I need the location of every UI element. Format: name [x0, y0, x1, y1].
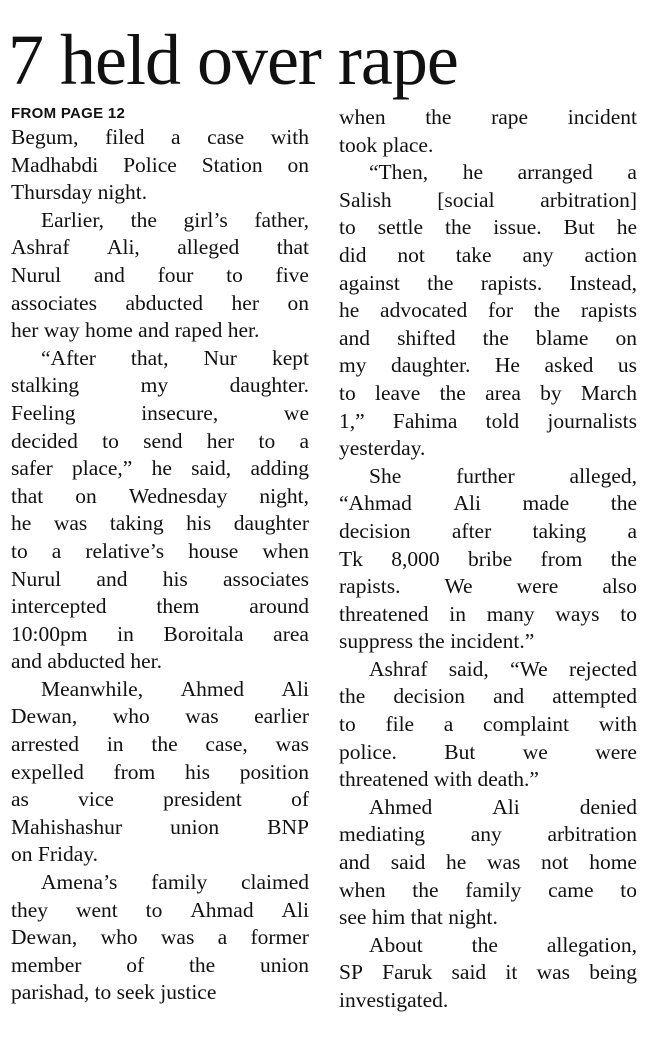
- text-line: he advocated for the rapists: [339, 298, 637, 323]
- article-paragraph: [11, 869, 309, 1007]
- text-line: member of the union: [11, 952, 309, 977]
- text-line: “Then, he arranged a: [369, 160, 637, 185]
- text-line: took place.: [339, 132, 434, 157]
- text-line: when the family came to: [339, 877, 637, 902]
- text-line: Thursday night.: [11, 180, 148, 205]
- text-line: Earlier, the girl’s father,: [41, 207, 309, 232]
- article-paragraph: [339, 159, 637, 463]
- text-line: associates abducted her on: [11, 290, 309, 315]
- text-line: see him that night.: [339, 905, 498, 930]
- text-line: her way home and raped her.: [11, 318, 260, 343]
- text-line: to file a complaint with: [339, 712, 637, 737]
- article-paragraph: [339, 656, 637, 794]
- text-line: “Ahmad Ali made the: [339, 491, 637, 516]
- text-line: threatened with death.”: [339, 767, 539, 792]
- text-line: to leave the area by March: [339, 380, 637, 405]
- article-paragraph: [11, 207, 309, 345]
- text-line: intercepted them around: [11, 594, 309, 619]
- text-line: my daughter. He asked us: [339, 353, 637, 378]
- text-line: Ashraf Ali, alleged that: [11, 235, 309, 260]
- text-line: Amena’s family claimed: [41, 870, 309, 895]
- article-column-right: [339, 104, 637, 1015]
- text-line: did not take any action: [339, 242, 637, 267]
- text-line: Ahmed Ali denied: [369, 794, 637, 819]
- text-line: against the rapists. Instead,: [339, 270, 637, 295]
- text-line: Dewan, who was earlier: [11, 704, 309, 729]
- text-line: to a relative’s house when: [11, 538, 309, 563]
- text-line: he was taking his daughter: [11, 511, 309, 536]
- continuation-kicker: FROM PAGE 12: [11, 105, 126, 122]
- text-line: “After that, Nur kept: [41, 345, 309, 370]
- text-line: on Friday.: [11, 842, 98, 867]
- text-line: and abducted her.: [11, 649, 163, 674]
- text-line: expelled from his position: [11, 759, 309, 784]
- article-paragraph: [339, 104, 637, 159]
- text-line: they went to Ahmad Ali: [11, 897, 309, 922]
- text-line: Begum, filed a case with: [11, 125, 309, 149]
- text-line: and said he was not home: [339, 850, 637, 875]
- article-paragraph: [339, 932, 637, 1015]
- text-line: stalking my daughter.: [11, 373, 309, 398]
- text-line: investigated.: [339, 988, 449, 1012]
- article-column-left: [11, 104, 309, 1007]
- text-line: SP Faruk said it was being: [339, 960, 637, 985]
- article-paragraph: [11, 124, 309, 207]
- text-line: threatened in many ways to: [339, 601, 637, 626]
- text-line: arrested in the case, was: [11, 732, 309, 757]
- text-line: police. But we were: [339, 739, 637, 764]
- text-line: Meanwhile, Ahmed Ali: [41, 676, 309, 701]
- text-line: the decision and attempted: [339, 684, 637, 709]
- text-line: mediating any arbitration: [339, 822, 637, 847]
- text-line: when the rape incident: [339, 105, 637, 129]
- article-paragraph: [339, 794, 637, 932]
- article-paragraph: [11, 676, 309, 869]
- text-line: decided to send her to a: [11, 428, 309, 453]
- text-line: Salish [social arbitration]: [339, 187, 637, 212]
- text-line: decision after taking a: [339, 518, 637, 543]
- text-line: Dewan, who was a former: [11, 925, 309, 950]
- headline: 7 held over rape: [8, 20, 458, 100]
- article-paragraph: [339, 463, 637, 656]
- text-line: that on Wednesday night,: [11, 483, 309, 508]
- text-line: About the allegation,: [369, 932, 637, 957]
- text-line: She further alleged,: [369, 463, 637, 488]
- text-line: and shifted the blame on: [339, 325, 637, 350]
- column-body: [339, 104, 637, 1015]
- text-line: Tk 8,000 bribe from the: [339, 546, 637, 571]
- text-line: yesterday.: [339, 436, 426, 461]
- text-line: Feeling insecure, we: [11, 400, 309, 425]
- text-line: 1,” Fahima told journalists: [339, 408, 637, 433]
- text-line: Nurul and his associates: [11, 566, 309, 591]
- text-line: Ashraf said, “We rejected: [369, 656, 637, 681]
- text-line: Madhabdi Police Station on: [11, 152, 309, 177]
- column-body: [11, 124, 309, 1007]
- text-line: suppress the incident.”: [339, 629, 535, 654]
- text-line: rapists. We were also: [339, 574, 637, 599]
- text-line: Nurul and four to five: [11, 262, 309, 287]
- text-line: as vice president of: [11, 787, 309, 812]
- text-line: safer place,” he said, adding: [11, 456, 309, 481]
- text-line: 10:00pm in Boroitala area: [11, 621, 309, 646]
- article-paragraph: [11, 345, 309, 676]
- text-line: to settle the issue. But he: [339, 215, 637, 240]
- text-line: parishad, to seek justice: [11, 980, 217, 1005]
- text-line: Mahishashur union BNP: [11, 814, 309, 839]
